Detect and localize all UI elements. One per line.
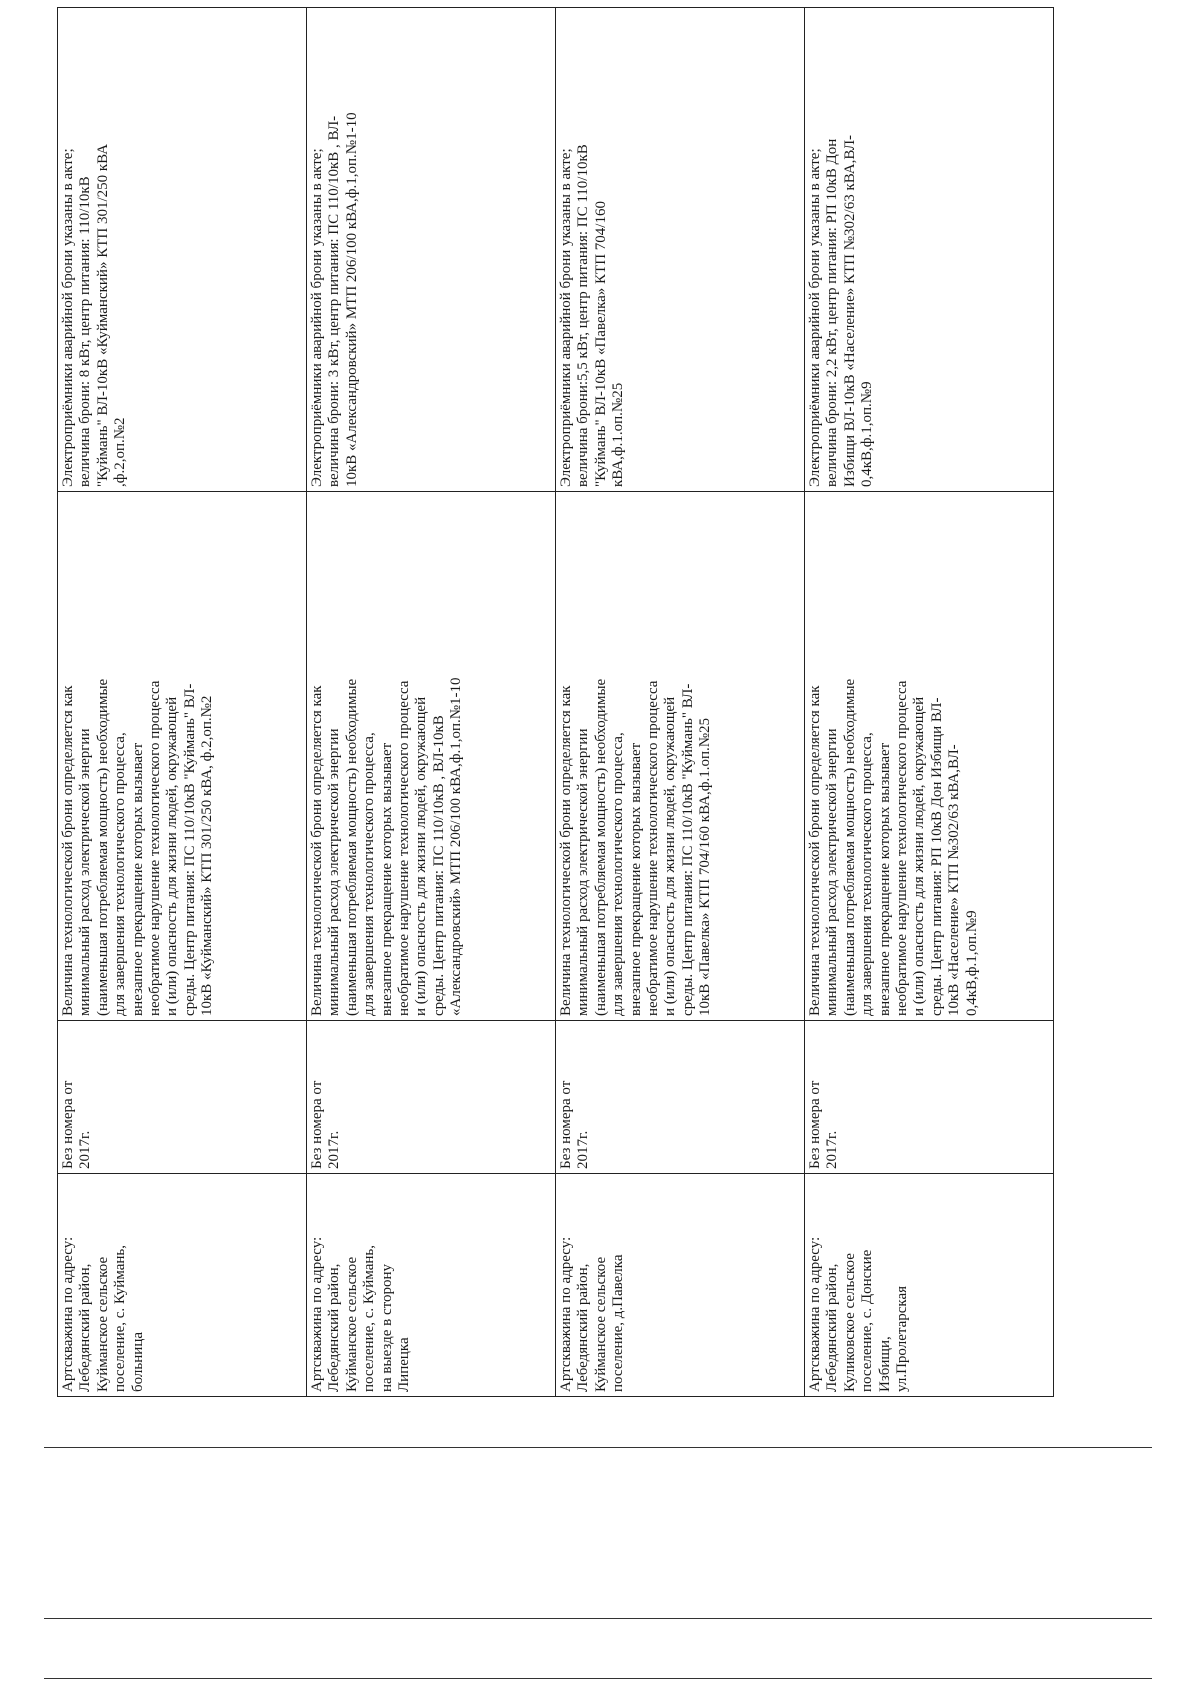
document-cell: Без номера от 2017г.	[307, 1021, 556, 1174]
document-cell: Без номера от 2017г.	[805, 1021, 1054, 1174]
emergency-reserve-cell: Электроприёмники аварийной брони указаны в акте; величина брони: 3 кВт, центр питания: ПС 110/10кВ , ВЛ- 10кВ «Александровский» МТП 206/100 кВА,ф.1,оп.№1-10	[307, 8, 556, 492]
table-row	[805, 8, 1054, 1397]
document-cell: Без номера от 2017г.	[556, 1021, 805, 1174]
table-row	[556, 8, 805, 1397]
technological-reserve-cell: Величина технологической брони определяется как минимальный расход электрической энергии (наименьшая потребляемая мощность) необходимые для завершения технологического процесса, внезапное прекращение которых вызывает необратимое нарушение технологического процесса и (или) опасность для жизни людей, окружающей среды. Центр питания: ПС 110/10кВ "Куймань" ВЛ- 10кВ «Куйманский» КТП 301/250 кВА, ф.2,оп.№2	[58, 492, 307, 1021]
technological-reserve-cell: Величина технологической брони определяется как минимальный расход электрической энергии (наименьшая потребляемая мощность) необходимые для завершения технологического процесса, внезапное прекращение которых вызывает необратимое нарушение технологического процесса и (или) опасность для жизни людей, окружающей среды. Центр питания: ПС 110/10кВ "Куймань" ВЛ- 10кВ «Павелка» КТП 704/160 кВА,ф.1.оп.№25	[556, 492, 805, 1021]
divider-line	[44, 1618, 1152, 1619]
divider-line	[44, 1447, 1152, 1448]
address-cell: Артскважина по адресу: Лебедянский район, Куйманское сельское поселение, с. Куймань, на выезде в сторону Липецка	[307, 1174, 556, 1397]
address-cell: Артскважина по адресу: Лебедянский район, Куйманское сельское поселение, с. Куймань, больница	[58, 1174, 307, 1397]
emergency-reserve-cell: Электроприёмники аварийной брони указаны в акте; величина брони:5,5 кВт, центр питания: ПС 110/10кВ "Куймань" ВЛ-10кВ «Павелка» КТП 704/160 кВА,ф.1.оп.№25	[556, 8, 805, 492]
reservation-table	[57, 7, 1054, 1397]
technological-reserve-cell: Величина технологической брони определяется как минимальный расход электрической энергии (наименьшая потребляемая мощность) необходимые для завершения технологического процесса, внезапное прекращение которых вызывает необратимое нарушение технологического процесса и (или) опасность для жизни людей, окружающей среды. Центр питания: РП 10кВ Дон Избищи ВЛ- 10кВ «Население» КТП №302/63 кВА,ВЛ- 0,4кВ,ф.1,оп.№9	[805, 492, 1054, 1021]
divider-line	[44, 1678, 1152, 1679]
table-row	[307, 8, 556, 1397]
address-cell: Артскважина по адресу: Лебедянский район, Куликовское сельское поселение, с. Донские Избищи, ул.Пролетарская	[805, 1174, 1054, 1397]
emergency-reserve-cell: Электроприёмники аварийной брони указаны в акте; величина брони: 2,2 кВт, центр питания: РП 10кВ Дон Избищи ВЛ-10кВ «Население» КТП №302/63 кВА,ВЛ- 0,4кВ,ф.1,оп.№9	[805, 8, 1054, 492]
technological-reserve-cell: Величина технологической брони определяется как минимальный расход электрической энергии (наименьшая потребляемая мощность) необходимые для завершения технологического процесса, внезапное прекращение которых вызывает необратимое нарушение технологического процесса и (или) опасность для жизни людей, окружающей среды. Центр питания: ПС 110/10кВ , ВЛ-10кВ «Александровский» МТП 206/100 кВА,ф.1,оп.№1-10	[307, 492, 556, 1021]
emergency-reserve-cell: Электроприёмники аварийной брони указаны в акте; величина брони: 8 кВт, центр питания: 110/10кВ "Куймань" ВЛ-10кВ «Куйманский» КТП 301/250 кВА ,ф.2,оп.№2	[58, 8, 307, 492]
table-row	[58, 8, 307, 1397]
rotated-table-wrapper	[57, 44, 1146, 1397]
address-cell: Артскважина по адресу: Лебедянский район, Куйманское сельское поселение, д.Павелка	[556, 1174, 805, 1397]
document-cell: Без номера от 2017г.	[58, 1021, 307, 1174]
